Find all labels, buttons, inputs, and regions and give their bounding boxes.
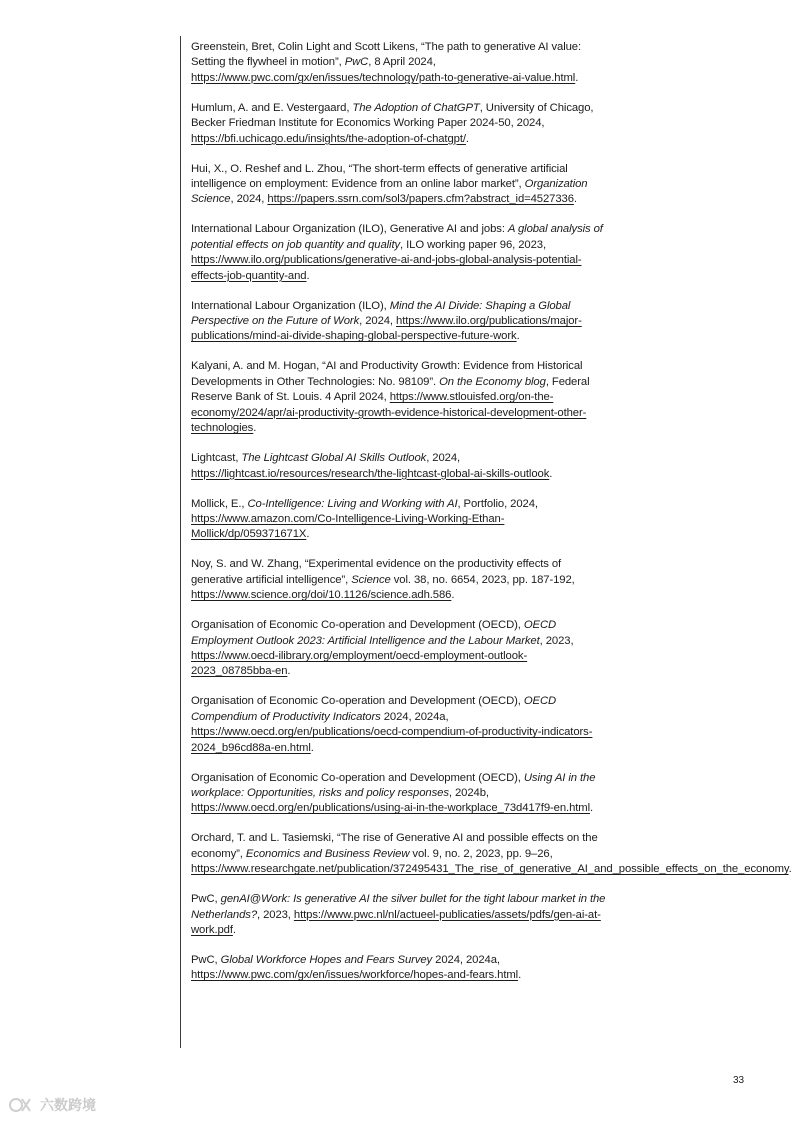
reference-link[interactable]: https://www.stlouisfed.org/on-the-economy/2024/apr/ai-productivity-growth-evidence-historical-development-other-technologies <box>191 391 587 435</box>
page-number: 33 <box>733 1075 745 1086</box>
reference-link[interactable]: https://www.pwc.com/gx/en/issues/workforce/hopes-and-fears.html <box>191 969 519 982</box>
reference-text: Humlum, A. and E. Vestergaard, <box>191 101 353 114</box>
reference-title: The Adoption of ChatGPT <box>352 101 480 114</box>
reference-entry <box>191 618 606 680</box>
reference-text: . <box>287 665 291 678</box>
reference-text: , ILO working paper 96, 2023, <box>400 238 546 251</box>
reference-link[interactable]: https://papers.ssrn.com/sol3/papers.cfm?abstract_id=4527336 <box>267 193 574 206</box>
reference-text: , Portfolio, 2024, <box>457 497 538 510</box>
reference-link[interactable]: https://www.pwc.com/gx/en/issues/technology/path-to-generative-ai-value.html <box>191 71 576 84</box>
reference-title: OECD Compendium of Productivity Indicators <box>191 695 557 723</box>
reference-entry <box>191 831 792 877</box>
reference-list <box>191 40 792 998</box>
reference-title: Global Workforce Hopes and Fears Survey <box>220 954 433 966</box>
reference-text: 2024, 2024a, <box>432 954 500 966</box>
reference-text: Greenstein, Bret, Colin Light and Scott Likens, “The path to generative AI value: Setting the flywheel in motion”, <box>191 41 582 69</box>
reference-link[interactable]: https://www.amazon.com/Co-Intelligence-Living-Working-Ethan-Mollick/dp/059371671X <box>191 512 505 541</box>
reference-text: . <box>451 589 455 602</box>
reference-link[interactable]: https://www.oecd.org/en/publications/using-ai-in-the-workplace_73d417f9-en.html <box>191 802 591 815</box>
reference-text: . <box>306 269 310 282</box>
reference-title: The Lightcast Global AI Skills Outlook <box>241 452 427 465</box>
reference-link[interactable]: https://www.researchgate.net/publication/372495431_The_rise_of_generative_AI_and_possible_effects_on_the_economy <box>191 863 789 876</box>
reference-entry <box>191 557 606 603</box>
reference-entry <box>191 299 606 345</box>
reference-title: A global analysis of potential effects on job quantity and quality <box>191 223 603 251</box>
reference-text: PwC, <box>191 954 221 966</box>
watermark-text: 六数跨境 <box>40 1097 96 1113</box>
reference-text: . <box>590 802 594 815</box>
reference-link[interactable]: https://www.pwc.nl/nl/actueel-publicaties/assets/pdfs/gen-ai-at-work.pdf <box>191 908 601 936</box>
reference-text: , 8 April 2024, <box>368 56 436 69</box>
reference-text: PwC, <box>191 893 221 906</box>
reference-title: Mind the AI Divide: Shaping a Global Perspective on the Future of Work <box>191 299 571 328</box>
reference-text: . <box>518 969 522 982</box>
reference-link[interactable]: https://www.science.org/doi/10.1126/science.adh.586 <box>191 589 452 602</box>
reference-title: Using AI in the workplace: Opportunities, risks and policy responses <box>191 771 596 799</box>
reference-title: Co-Intelligence: Living and Working with AI <box>247 497 458 510</box>
reference-text: . <box>516 330 520 343</box>
watermark <box>8 1095 96 1115</box>
reference-text: Lightcast, <box>191 452 242 465</box>
reference-entry <box>191 497 606 543</box>
reference-text: Organisation of Economic Co-operation and Development (OECD), <box>191 619 524 632</box>
reference-text: . <box>575 71 579 84</box>
reference-text: , University of Chicago, Becker Friedman Institute for Economics Working Paper 2024-50, 2024, <box>191 101 594 130</box>
reference-title: On the Economy blog <box>439 375 546 388</box>
reference-text: . <box>232 924 236 936</box>
reference-title: Economics and Business Review <box>245 847 410 860</box>
reference-link[interactable]: https://www.oecd-ilibrary.org/employment/oecd-employment-outlook-2023_08785bba-en <box>191 649 528 678</box>
reference-text: . <box>465 132 469 145</box>
reference-entry <box>191 451 606 482</box>
reference-text: Orchard, T. and L. Tasiemski, “The rise of Generative AI and possible effects on the economy”, <box>191 832 598 860</box>
reference-entry <box>191 222 606 284</box>
reference-text: International Labour Organization (ILO), <box>191 299 390 312</box>
reference-link[interactable]: https://www.ilo.org/publications/generative-ai-and-jobs-global-analysis-potential-effects-job-quantity-and <box>191 254 582 282</box>
reference-title: Science <box>351 573 391 586</box>
reference-link[interactable]: https://www.ilo.org/publications/major-publications/mind-ai-divide-shaping-global-perspective-future-work <box>191 315 582 343</box>
reference-title: Organization Science <box>191 178 588 206</box>
reference-text: Organisation of Economic Co-operation and Development (OECD), <box>191 695 524 708</box>
reference-entry <box>191 953 606 984</box>
reference-entry <box>191 892 606 938</box>
reference-text: Mollick, E., <box>191 497 248 510</box>
reference-text: . <box>549 467 553 480</box>
reference-link[interactable]: https://lightcast.io/resources/research/the-lightcast-global-ai-skills-outlook <box>191 467 550 480</box>
reference-title: OECD Employment Outlook 2023: Artificial Intelligence and the Labour Market <box>191 619 557 647</box>
reference-text: International Labour Organization (ILO), Generative AI and jobs: <box>191 223 508 236</box>
reference-link[interactable]: https://bfi.uchicago.edu/insights/the-adoption-of-chatgpt/ <box>191 132 466 145</box>
reference-text: . <box>253 422 257 435</box>
reference-entry <box>191 771 606 817</box>
reference-text: , Federal Reserve Bank of St. Louis. 4 April 2024, <box>191 375 590 404</box>
reference-entry <box>191 359 606 436</box>
margin-rule <box>180 36 181 1048</box>
reference-entry <box>191 694 606 756</box>
reference-text: vol. 9, no. 2, 2023, pp. 9–26, <box>409 847 553 860</box>
reference-link[interactable]: https://www.oecd.org/en/publications/oecd-compendium-of-productivity-indicators-2024_b96cd88a-en.html <box>191 726 593 754</box>
reference-text: , 2024, <box>359 315 397 328</box>
reference-text: Kalyani, A. and M. Hogan, “AI and Productivity Growth: Evidence from Historical Developments in Other Technologies: No. 98109”. <box>191 360 583 388</box>
reference-text: . <box>573 193 577 206</box>
reference-title: genAI@Work: Is generative AI the silver bullet for the tight labour market in the Netherlands? <box>191 893 606 921</box>
reference-text: . <box>310 741 314 754</box>
reference-text: . <box>306 528 310 541</box>
reference-text: Organisation of Economic Co-operation and Development (OECD), <box>191 771 524 784</box>
reference-entry <box>191 40 606 86</box>
reference-text: 2024, 2024a, <box>380 710 449 723</box>
reference-entry <box>191 101 606 147</box>
reference-text: , 2024, <box>426 452 461 465</box>
reference-entry <box>191 162 606 208</box>
reference-text: . <box>788 863 792 876</box>
reference-title: PwC <box>344 56 369 69</box>
reference-text: , 2024b, <box>448 786 489 799</box>
watermark-logo-icon <box>8 1095 36 1115</box>
reference-text: , 2023, <box>257 908 294 921</box>
reference-text: , 2024, <box>230 193 268 206</box>
reference-text: , 2023, <box>539 634 574 647</box>
reference-text: Noy, S. and W. Zhang, “Experimental evidence on the productivity effects of generative artificial intelligence”, <box>191 558 562 586</box>
reference-text: vol. 38, no. 6654, 2023, pp. 187-192, <box>390 573 575 586</box>
reference-text: Hui, X., O. Reshef and L. Zhou, “The short-term effects of generative artificial intelligence on employment: Evidence from an online labor market”, <box>191 162 568 191</box>
